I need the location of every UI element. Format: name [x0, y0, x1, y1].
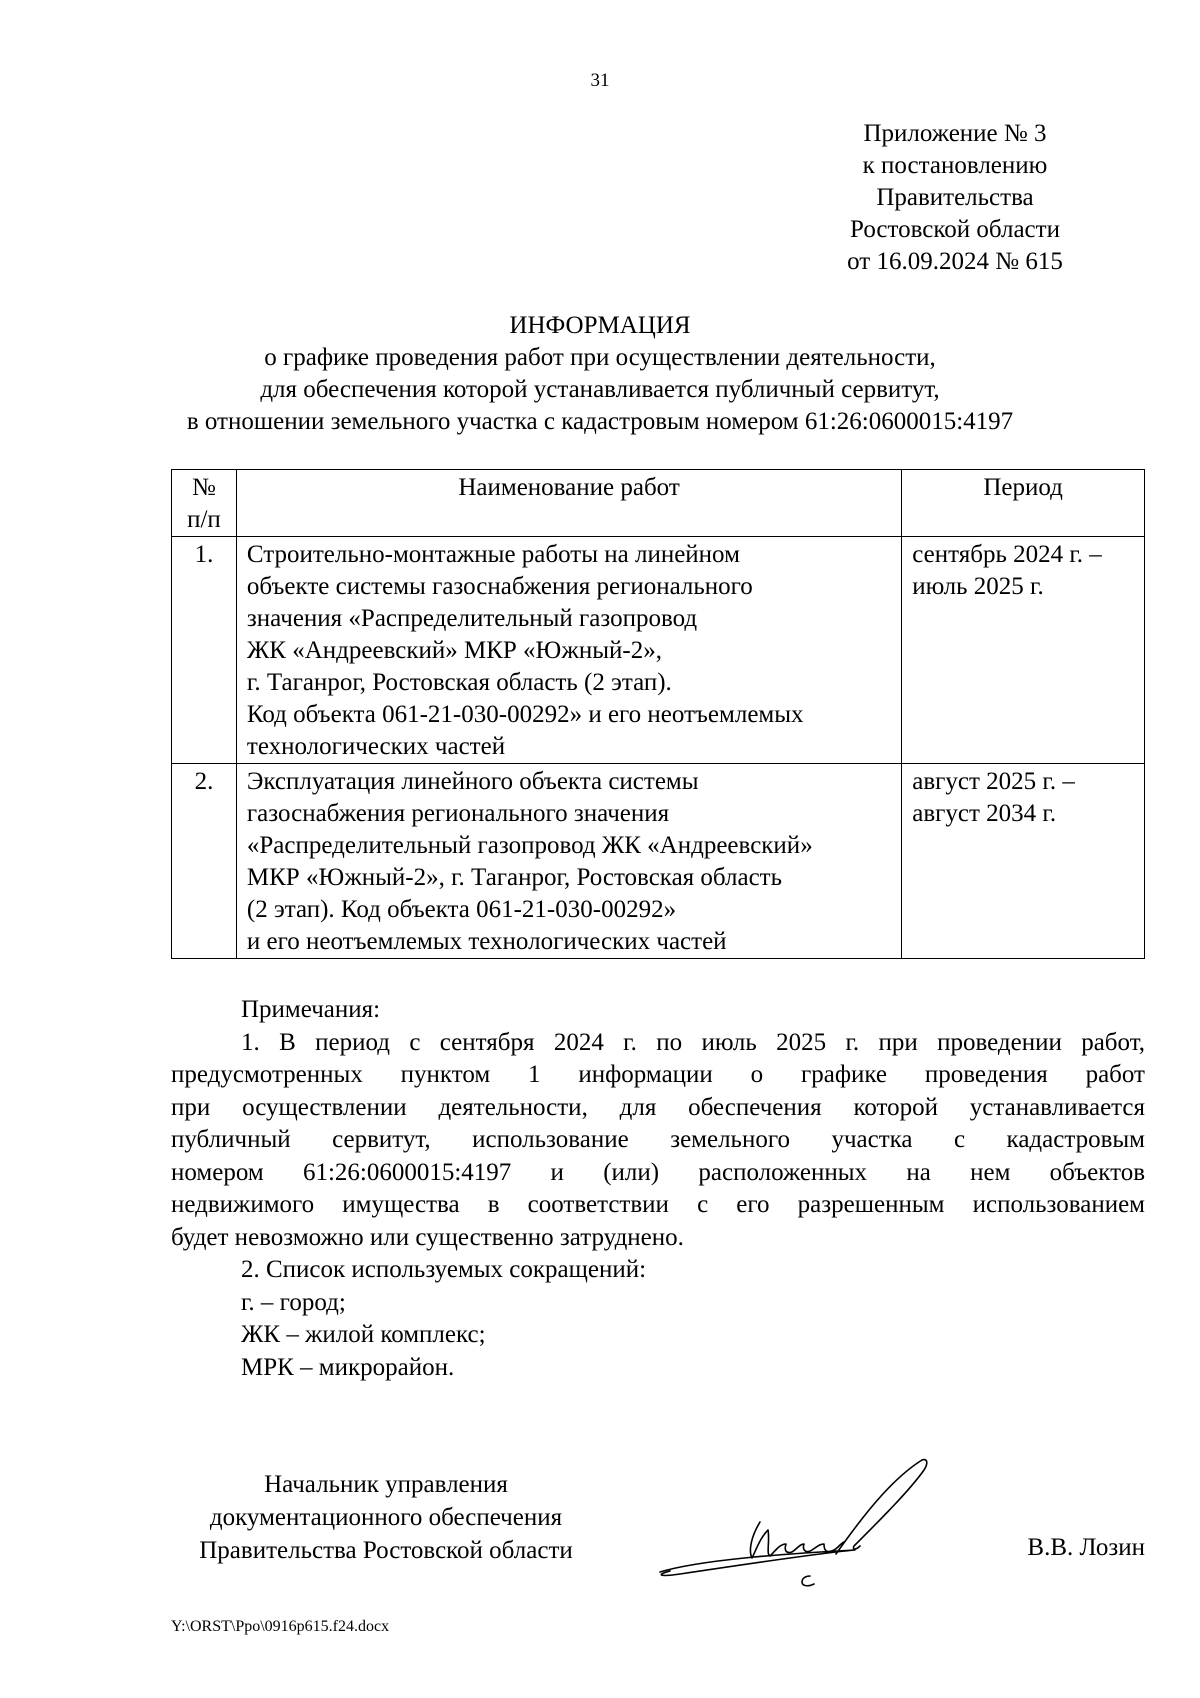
note-2-title: 2. Список используемых сокращений: [241, 1256, 647, 1283]
signer-position [171, 1468, 601, 1567]
title-line: в отношении земельного участка с кадастровым номером 61:26:0600015:4197 [186, 408, 1014, 435]
abbreviation-item: ЖК – жилой комплекс; [241, 1321, 486, 1348]
appendix-block [820, 118, 1090, 278]
work-name-line: г. Таганрог, Ростовская область (2 этап). [246, 669, 672, 696]
header-number [172, 470, 237, 537]
table-header-row [172, 470, 1145, 537]
notes-section [171, 994, 1145, 1384]
work-name-line: ЖК «Андреевский» МКР «Южный-2», [246, 637, 662, 664]
notes-title: Примечания: [241, 996, 381, 1023]
header-number-symbol: № [192, 474, 216, 501]
period-line: август 2034 г. [912, 800, 1057, 827]
works-schedule-table [171, 469, 1145, 959]
table-row [172, 537, 1145, 764]
work-name-line: МКР «Южный-2», г. Таганрог, Ростовская область [246, 864, 783, 891]
file-path: Y:\ORST\Ppo\0916p615.f24.docx [171, 1618, 390, 1635]
note-1-line: недвижимого имущества в соответствии с его разрешенным использованием [171, 1191, 1145, 1218]
work-name-line: значения «Распределительный газопровод [246, 605, 698, 632]
period-line: август 2025 г. – [912, 768, 1075, 795]
note-1-line: будет невозможно или существенно затруднено. [171, 1223, 684, 1251]
work-name-line: Код объекта 061-21-030-00292» и его неотъемлемых [246, 701, 804, 728]
work-name-line: газоснабжения регионального значения [246, 800, 670, 827]
page-number: 31 [590, 70, 610, 91]
period-line: июль 2025 г. [912, 573, 1044, 600]
period-line: сентябрь 2024 г. – [912, 541, 1102, 568]
title-line: о графике проведения работ при осуществлении деятельности, [264, 344, 936, 371]
appendix-line: Правительства [876, 184, 1034, 211]
note-1-line: номером 61:26:0600015:4197 и (или) расположенных на нем объектов [171, 1158, 1145, 1186]
work-name-line: Строительно-монтажные работы на линейном [246, 541, 740, 568]
work-name-line: Эксплуатация линейного объекта системы [246, 768, 699, 795]
row-period [902, 764, 1145, 959]
signer-position-line: документационного обеспечения [209, 1504, 563, 1531]
title-heading: ИНФОРМАЦИЯ [509, 312, 691, 339]
title-line: для обеспечения которой устанавливается публичный сервитут, [260, 376, 940, 403]
signer-name: В.В. Лозин [1027, 1534, 1145, 1561]
note-1-line: предусмотренных пунктом 1 информации о графике проведения работ [171, 1061, 1145, 1088]
row-number: 2. [172, 764, 237, 959]
appendix-line: от 16.09.2024 № 615 [847, 248, 1063, 275]
header-period: Период [902, 470, 1145, 537]
row-work-name [236, 764, 901, 959]
abbreviation-item: МРК – микрорайон. [241, 1353, 455, 1381]
work-name-line: и его неотъемлемых технологических частей [246, 928, 727, 955]
row-work-name [236, 537, 901, 764]
signer-position-line: Начальник управления [264, 1471, 508, 1498]
table-row [172, 764, 1145, 959]
appendix-line: Приложение № 3 [863, 120, 1047, 147]
note-1-line: 1. В период с сентября 2024 г. по июль 2025 г. при проведении работ, [241, 1028, 1145, 1056]
abbreviation-item: г. – город; [241, 1288, 346, 1316]
handwritten-signature [640, 1450, 980, 1600]
appendix-line: Ростовской области [850, 216, 1060, 243]
work-name-line: «Распределительный газопровод ЖК «Андреевский» [246, 832, 813, 859]
row-period [902, 537, 1145, 764]
work-name-line: (2 этап). Код объекта 061-21-030-00292» [246, 896, 677, 923]
work-name-line: объекте системы газоснабжения регионального [246, 573, 753, 600]
header-name: Наименование работ [236, 470, 901, 537]
document-title [0, 310, 1200, 438]
note-1-line: публичный сервитут, использование земельного участка с кадастровым [171, 1126, 1145, 1153]
row-number: 1. [172, 537, 237, 764]
appendix-line: к постановлению [862, 152, 1048, 179]
note-1-line: при осуществлении деятельности, для обеспечения которой устанавливается [171, 1093, 1145, 1121]
header-number-abbr: п/п [187, 506, 221, 533]
work-name-line: технологических частей [246, 733, 506, 760]
signer-position-line: Правительства Ростовской области [199, 1537, 573, 1564]
